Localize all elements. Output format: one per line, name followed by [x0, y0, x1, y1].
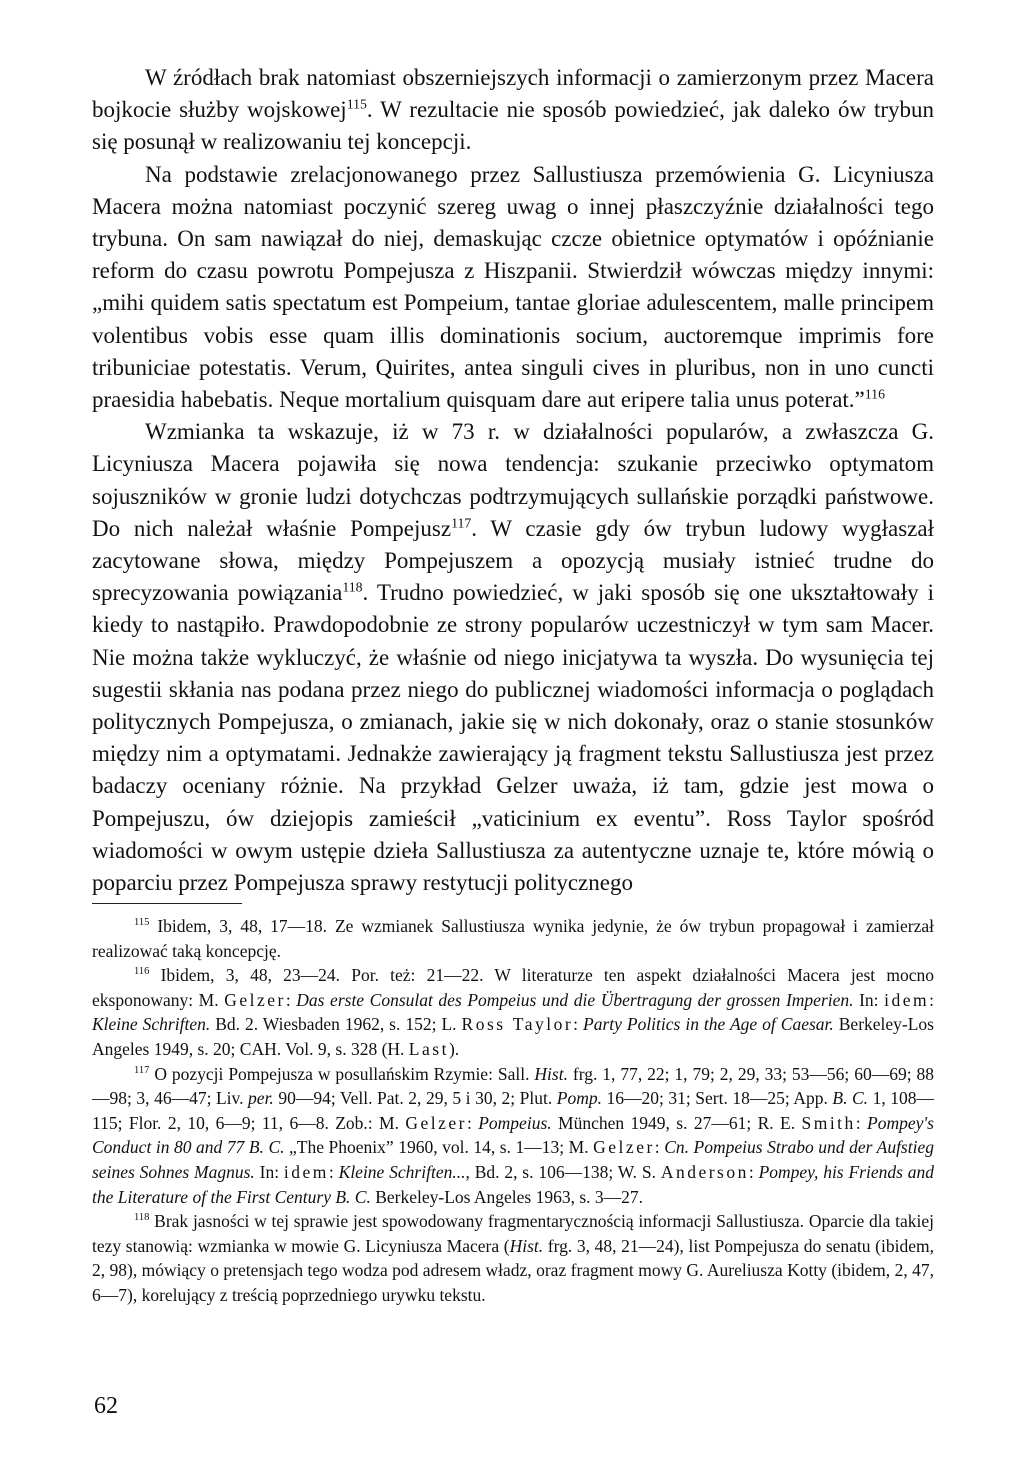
paragraph-2: [92, 159, 934, 417]
footnote-text: O pozycji Pompejusza w posullańskim Rzymie: Sall.: [154, 1063, 535, 1084]
footnote-text: 1, 108—115; Flor. 2, 10, 6—9; 11, 6—8. Zob.: M.: [92, 1088, 935, 1133]
footnote-text: :: [285, 989, 297, 1010]
footnote-115: [92, 914, 934, 963]
footnote-text: :: [929, 989, 934, 1010]
footnote-number: 118: [134, 1212, 150, 1224]
footnotes: [92, 914, 934, 1308]
footnote-text: Ibidem, 3, 48, 17—18. Ze wzmianek Sallustiusza wynika jedynie, że ów trybun propagował i zamierzał realizować taką koncepcję.: [92, 916, 934, 961]
footnote-ref-115[interactable]: 115: [346, 96, 367, 112]
author-name: Gelzer: [593, 1137, 655, 1158]
footnote-118: [92, 1209, 934, 1307]
footnote-text: :: [748, 1161, 759, 1182]
work-abbrev: per.: [248, 1088, 274, 1109]
footnote-117: [92, 1062, 934, 1210]
work-abbrev: Hist.: [509, 1235, 544, 1256]
paragraph-text: . Trudno powiedzieć, w jaki sposób się one ukształtowały i kiedy to nastąpiło. Prawdopodobnie ze strony popularów uczestniczył w tym sam Macer. Nie można także wykluczyć, że właśnie od niego inicjatywa ta wyszła. Do wysunięcia tej sugestii skłania nas podana przez niego do publicznej wiadomości informacja o poglądach politycznych Pompejusza, o zmianach, jakie się w nich dokonały, oraz o stanie stosunków między nim a optymatami. Jednakże zawierający ją fragment tekstu Sallustiusza jest przez badaczy oceniany różnie. Na przykład Gelzer uważa, iż tam, gdzie jest mowa o Pompejuszu, ów dziejopis zamieścił „vaticinium ex eventu”. Ross Taylor spośród wiadomości w owym ustępie dzieła Sallustiusza za autentyczne uznaje te, które mówią o poparciu przez Pompejusza sprawy restytucji politycznego: [92, 580, 934, 896]
paragraph-text: . W rezultacie nie sposób powiedzieć, jak daleko ów trybun się posunął w realizowaniu tej koncepcji.: [92, 97, 934, 155]
author-name: Gelzer: [405, 1112, 467, 1133]
book-title: Party Politics in the Age of Caesar.: [583, 1014, 834, 1035]
author-name: Anderson: [660, 1161, 749, 1182]
footnote-number: 115: [134, 917, 150, 929]
work-abbrev: Hist.: [534, 1063, 568, 1084]
author-name: idem: [283, 1161, 329, 1182]
author-name: Ross Taylor: [461, 1014, 574, 1035]
footnote-separator: [92, 903, 242, 904]
footnote-text: , Bd. 2, s. 106—138; W. S.: [465, 1161, 661, 1182]
footnote-ref-116[interactable]: 116: [864, 386, 885, 402]
work-abbrev: Pomp.: [556, 1088, 602, 1109]
footnote-text: ).: [448, 1038, 460, 1059]
book-title: Das erste Consulat des Pompeius und die Übertragung der grossen Imperien.: [296, 989, 854, 1010]
author-name: idem: [884, 989, 930, 1010]
footnote-text: Berkeley-Los Angeles 1949, s. 20; CAH. Vol. 9, s. 328 (H.: [92, 1014, 934, 1059]
paragraph-1: [92, 62, 934, 159]
footnote-text: :: [855, 1112, 868, 1133]
footnote-text: In:: [254, 1161, 284, 1182]
footnote-text: :: [573, 1014, 584, 1035]
author-name: Gelzer: [224, 989, 286, 1010]
page-number: 62: [94, 1393, 118, 1419]
footnote-ref-118[interactable]: 118: [342, 579, 363, 595]
footnote-text: frg. 3, 48, 21—24), list Pompejusza do senatu (ibidem, 2, 98), mówiący o pretensjach tego wodza pod adresem władz, oraz fragment mowy G. Aureliusza Kotty (ibidem, 2, 47, 6—7), korelujący z treścią poprzedniego urywku tekstu.: [92, 1235, 934, 1305]
footnote-text: Brak jasności w tej sprawie jest spowodowany fragmentarycznością informacji Sallustiusza. Oparcie dla takiej tezy stanowią: wzmianka w mowie G. Licyniusza Macera (: [92, 1211, 935, 1256]
footnote-number: 116: [134, 966, 150, 978]
footnote-text: „The Phoenix” 1960, vol. 14, s. 1—13; M.: [284, 1137, 594, 1158]
paragraph-text: Wzmianka ta wskazuje, iż w 73 r. w działalności popularów, a zwłaszcza G. Licyniusza Macera pojawiła się nowa tendencja: szukanie przeciwko optymatom sojuszników w gronie ludzi dotychczas podtrzymujących sullańskie porządki państwowe. Do nich należał właśnie Pompejusz: [92, 419, 934, 541]
footnote-text: 90—94; Vell. Pat. 2, 29, 5 i 30, 2; Plut.: [273, 1088, 557, 1109]
footnote-116: [92, 963, 934, 1061]
footnote-text: :: [654, 1137, 665, 1158]
work-abbrev: B. C.: [832, 1088, 869, 1109]
paragraph-3: [92, 416, 934, 899]
book-title: Pompey's Conduct in 80 and 77 B. C.: [92, 1112, 934, 1158]
book-title: Kleine Schriften...: [338, 1161, 466, 1182]
footnote-text: München 1949, s. 27—61; R. E.: [551, 1112, 802, 1133]
footnote-text: In:: [853, 989, 885, 1010]
footnote-text: Berkeley-Los Angeles 1963, s. 3—27.: [370, 1186, 644, 1207]
footnote-ref-117[interactable]: 117: [451, 515, 472, 531]
author-name: Smith: [801, 1112, 856, 1133]
footnote-text: 16—20; 31; Sert. 18—25; App.: [601, 1088, 833, 1109]
author-name: Last: [408, 1038, 449, 1059]
paragraph-text: . W czasie gdy ów trybun ludowy wygłaszał zacytowane słowa, między Pompejuszem a opozycją musiały istnieć trudne do sprecyzowania powiązania: [92, 515, 934, 606]
footnote-text: :: [328, 1161, 339, 1182]
footnote-text: :: [466, 1112, 479, 1133]
book-title: Kleine Schriften.: [92, 1014, 211, 1035]
footnote-text: frg. 1, 77, 22; 1, 79; 2, 29, 33; 53—56; 60—69; 88—98; 3, 46—47; Liv.: [92, 1063, 935, 1109]
footnote-text: Bd. 2. Wiesbaden 1962, s. 152; L.: [210, 1014, 462, 1035]
paragraph-text: Na podstawie zrelacjonowanego przez Sallustiusza przemówienia G. Licyniusza Macera można natomiast poczynić szereg uwag o innej płaszczyźnie działalności tego trybuna. On sam nawiązał do niej, demaskując czcze obietnice optymatów i opóźnianie reform do czasu powrotu Pompejusza z Hiszpanii. Stwierdził wówczas między innymi: „mihi quidem satis spectatum est Pompeium, tantae gloriae adulescentem, malle principem volentibus vobis esse quam illis dominationis socium, auctoremque imprimis fore tribuniciae potestatis. Verum, Quirites, antea singuli cives in pluribus, non in uno cuncti praesidia habebatis. Neque mortalium quisquam dare aut eripere talia unus poterat.”: [92, 161, 934, 413]
footnote-text: Ibidem, 3, 48, 23—24. Por. też: 21—22. W literaturze ten aspekt działalności Macera jest mocno eksponowany: M.: [92, 965, 934, 1010]
book-title: Pompeius.: [478, 1112, 552, 1133]
main-text: [92, 62, 934, 899]
book-title: Cn. Pompeius Strabo und der Aufstieg seines Sohnes Magnus.: [92, 1137, 934, 1182]
book-title: Pompey, his Friends and the Literature of the First Century B. C.: [92, 1161, 934, 1207]
footnote-number: 117: [134, 1064, 150, 1076]
paragraph-text: W źródłach brak natomiast obszerniejszych informacji o zamierzonym przez Macera bojkocie służby wojskowej: [92, 65, 934, 123]
